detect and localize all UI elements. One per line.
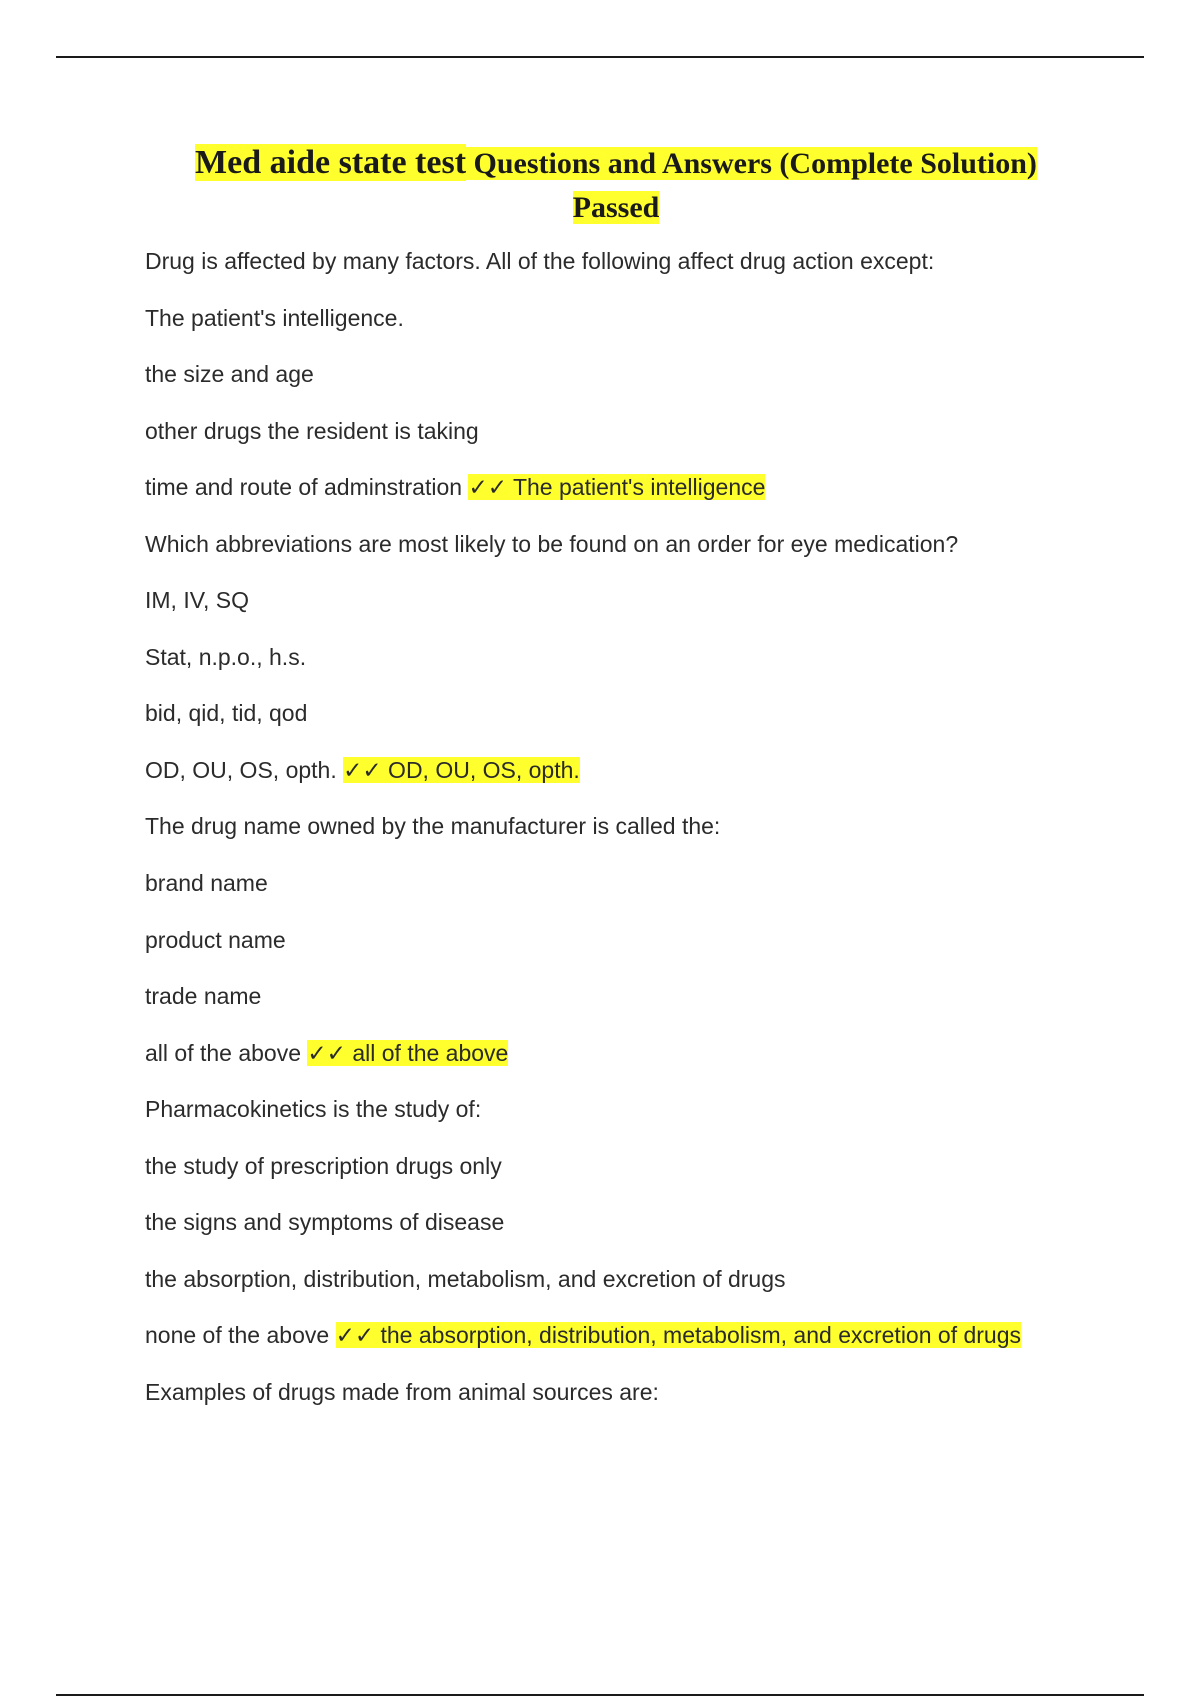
option-line bbox=[145, 1266, 1145, 1293]
header-rule bbox=[56, 56, 1144, 58]
question-line bbox=[145, 248, 1145, 275]
option-line bbox=[145, 1209, 1145, 1236]
line-text: time and route of adminstration bbox=[145, 474, 463, 501]
qa-content bbox=[145, 248, 1145, 1435]
answer-highlight: ✓✓ OD, OU, OS, opth. bbox=[343, 756, 580, 783]
option-line bbox=[145, 361, 1145, 388]
option-line-with-answer bbox=[145, 1040, 1145, 1067]
line-text: the size and age bbox=[145, 361, 314, 388]
line-text: all of the above bbox=[145, 1039, 302, 1066]
document-title bbox=[100, 143, 1132, 232]
line-text: product name bbox=[145, 926, 286, 953]
answer-highlight: ✓✓ The patient's intelligence bbox=[468, 474, 766, 501]
option-line bbox=[145, 927, 1145, 954]
option-line bbox=[145, 700, 1145, 727]
line-text: The drug name owned by the manufacturer is called the: bbox=[145, 813, 721, 840]
line-text: Examples of drugs made from animal sources are: bbox=[145, 1378, 659, 1405]
option-line bbox=[145, 1153, 1145, 1180]
title-part-2: Questions and Answers (Complete Solution) bbox=[473, 147, 1037, 180]
option-line bbox=[145, 305, 1145, 332]
option-line-with-answer bbox=[145, 474, 1145, 501]
question-line bbox=[145, 1096, 1145, 1123]
line-text: Which abbreviations are most likely to be found on an order for eye medication? bbox=[145, 530, 959, 557]
line-text: OD, OU, OS, opth. bbox=[145, 756, 337, 783]
line-text: Stat, n.p.o., h.s. bbox=[145, 643, 307, 670]
question-line bbox=[145, 531, 1145, 558]
question-line bbox=[145, 1379, 1145, 1406]
line-text: the absorption, distribution, metabolism, and excretion of drugs bbox=[145, 1265, 786, 1292]
line-text: Pharmacokinetics is the study of: bbox=[145, 1096, 482, 1123]
option-line bbox=[145, 983, 1145, 1010]
option-line bbox=[145, 418, 1145, 445]
line-text: The patient's intelligence. bbox=[145, 304, 404, 331]
line-text: brand name bbox=[145, 870, 268, 897]
line-text: IM, IV, SQ bbox=[145, 587, 249, 614]
line-text: Drug is affected by many factors. All of the following affect drug action except: bbox=[145, 248, 935, 274]
line-text: none of the above bbox=[145, 1322, 330, 1349]
answer-highlight: ✓✓ the absorption, distribution, metabolism, and excretion of drugs bbox=[335, 1322, 1022, 1349]
option-line-with-answer bbox=[145, 1322, 1145, 1349]
line-text: trade name bbox=[145, 983, 262, 1010]
option-line bbox=[145, 870, 1145, 897]
option-line bbox=[145, 644, 1145, 671]
title-part-1: Med aide state test bbox=[195, 144, 467, 181]
title-part-3: Passed bbox=[572, 191, 660, 224]
line-text: other drugs the resident is taking bbox=[145, 417, 479, 444]
option-line bbox=[145, 587, 1145, 614]
footer-rule bbox=[56, 1694, 1144, 1696]
line-text: the study of prescription drugs only bbox=[145, 1152, 502, 1179]
question-line bbox=[145, 813, 1145, 840]
answer-highlight: ✓✓ all of the above bbox=[307, 1039, 509, 1066]
option-line-with-answer bbox=[145, 757, 1145, 784]
line-text: the signs and symptoms of disease bbox=[145, 1209, 505, 1236]
line-text: bid, qid, tid, qod bbox=[145, 700, 308, 727]
